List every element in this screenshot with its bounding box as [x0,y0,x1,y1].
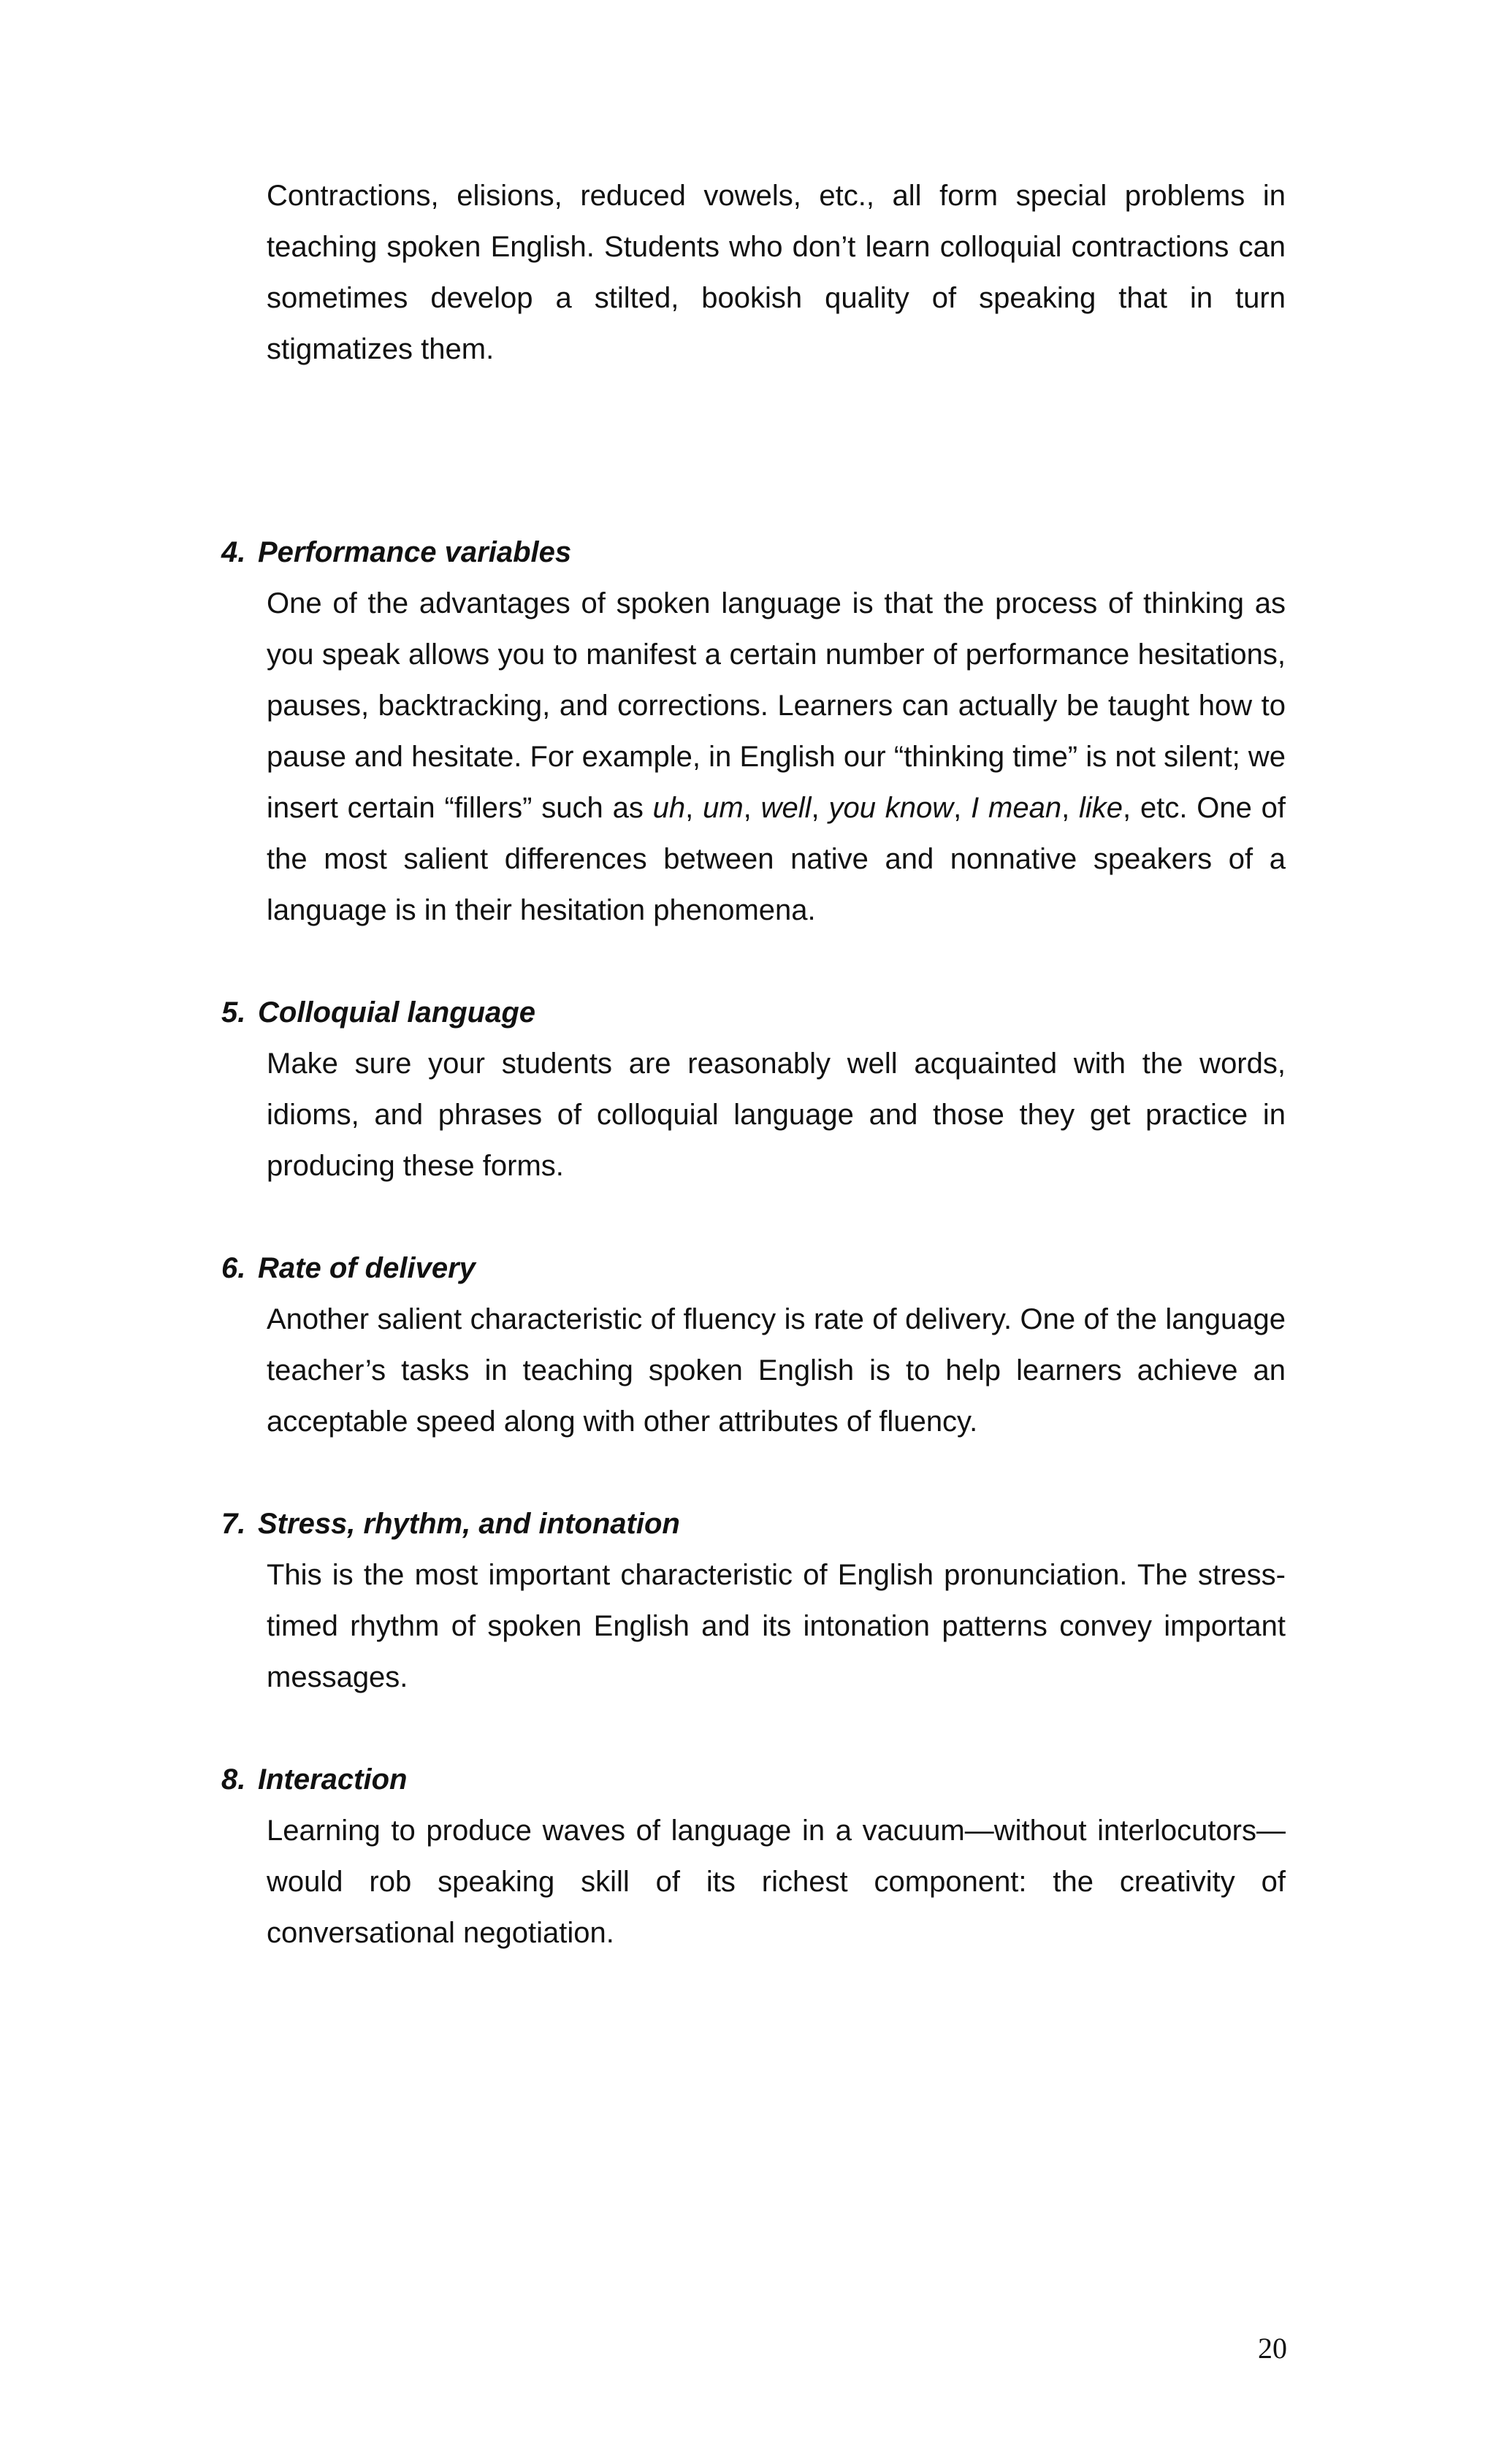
section-title: Colloquial language [258,996,536,1029]
section-number: 5. [221,996,246,1029]
section-title: Interaction [258,1763,408,1796]
section-body-rate-of-delivery: Another salient characteristic of fluency is rate of delivery. One of the language teacher’s tasks in teaching spoken English is to help learners achieve an acceptable speed along with other attributes of fluency. [267,1303,1286,1438]
section-number: 6. [221,1252,246,1284]
section-body-stress-rhythm-intonation: This is the most important characteristic of English pronunciation. The stress-timed rhythm of spoken English and its intonation patterns convey important messages. [267,1559,1286,1693]
section-number: 7. [221,1508,246,1540]
section-heading-stress-rhythm-intonation [221,1498,680,1549]
section-number: 8. [221,1763,246,1796]
section-heading-performance-variables [221,527,571,578]
section-body-interaction: Learning to produce waves of language in a vacuum—without interlocutors—would rob speaking skill of its richest component: the creativity of conversational negotiation. [267,1815,1286,1949]
intro-paragraph: Contractions, elisions, reduced vowels, etc., all form special problems in teaching spoken English. Students who don’t learn colloquial contractions can sometimes develop a stilted, bookish quality of speaking that in turn stigmatizes them. [267,180,1286,365]
section-title: Rate of delivery [258,1252,476,1284]
section-heading-interaction [221,1754,407,1805]
page-number: 20 [1258,2332,1287,2365]
section-number: 4. [221,536,246,568]
section-heading-rate-of-delivery [221,1243,476,1294]
section-body-performance-variables: One of the advantages of spoken language is that the process of thinking as you speak allows you to manifest a certain number of performance hesitations, pauses, backtracking, and corrections. Learners can actually be taught how to pause and hesitate. For example, in English our “thinking time” is not silent; we insert certain “fillers” such as uh, um, well, you know, I mean, like, etc. One of the most salient differences between native and nonnative speakers of a language is in their hesitation phenomena. [267,587,1286,926]
section-title: Performance variables [258,536,572,568]
section-heading-colloquial-language [221,987,535,1038]
section-body-colloquial-language: Make sure your students are reasonably well acquainted with the words, idioms, and phrases of colloquial language and those they get practice in producing these forms. [267,1048,1286,1182]
section-title: Stress, rhythm, and intonation [258,1508,680,1540]
